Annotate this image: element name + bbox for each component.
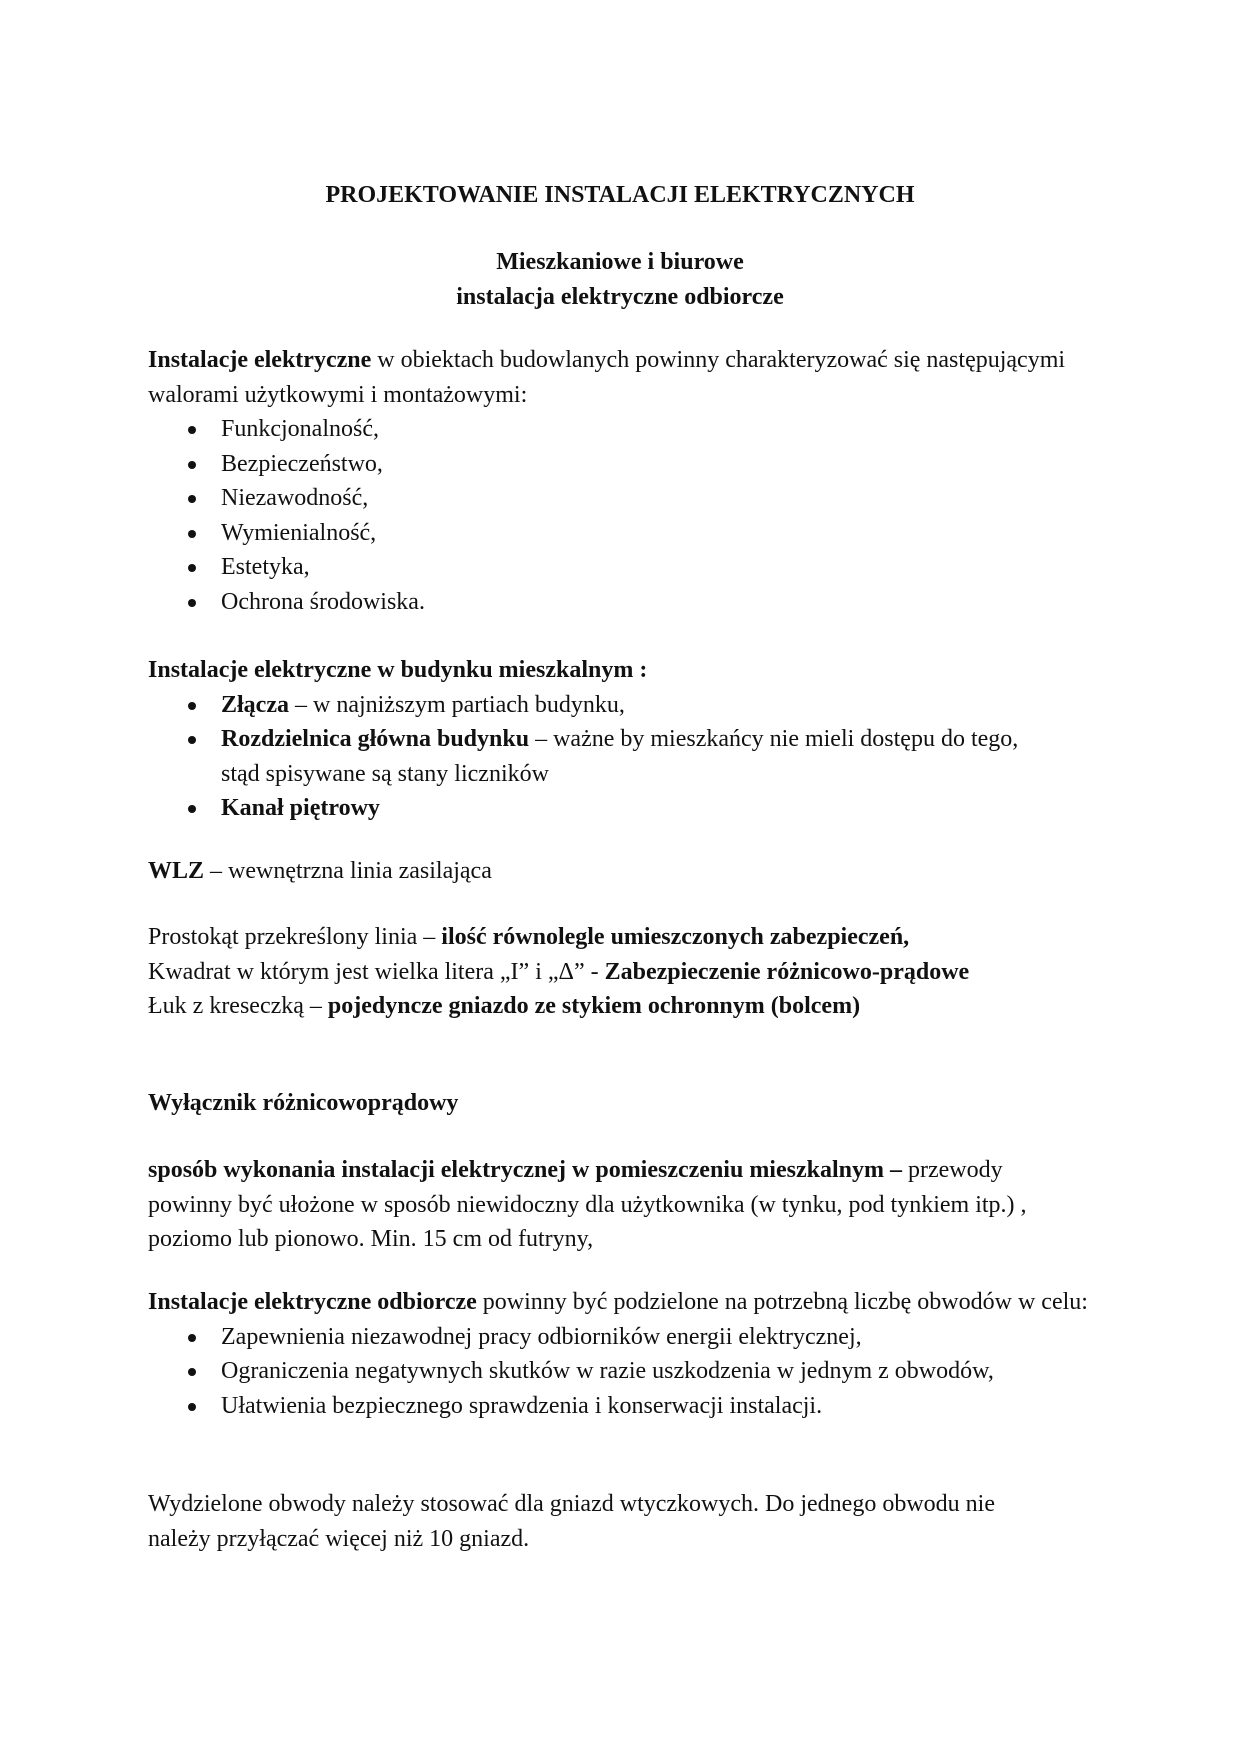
bullet-icon (188, 495, 196, 503)
closing-paragraph: Wydzielone obwody należy stosować dla gniazd wtyczkowych. Do jednego obwodu nie należy przyłączać więcej niż 10 gniazd. (148, 1491, 995, 1552)
bullet-icon (188, 1368, 196, 1376)
bullet-icon (188, 805, 196, 813)
symbols-paragraph: Prostokąt przekreślony linia – ilość równolegle umieszczonych zabezpieczeń, Kwadrat w którym jest wielka litera „I” i „Δ” - Zabezpieczenie różnicowo-prądowe Łuk z kreseczką – pojedyncze gniazdo ze stykiem ochronnym (bolcem) (148, 924, 970, 1019)
bullet-icon (188, 426, 196, 434)
subtitle: Mieszkaniowe i biurowe instalacja elektryczne odbiorcze (456, 249, 784, 310)
bullet-icon (188, 1334, 196, 1342)
list-item: Funkcjonalność, (148, 412, 1088, 447)
bullet-icon (188, 702, 196, 710)
bullet-icon (188, 530, 196, 538)
list-item: Ograniczenia negatywnych skutków w razie uszkodzenia w jednym z obwodów, (148, 1354, 1093, 1389)
rcd-heading: Wyłącznik różnicowoprądowy (148, 1090, 459, 1116)
bullet-icon (188, 1403, 196, 1411)
method-paragraph: sposób wykonania instalacji elektrycznej w pomieszczeniu mieszkalnym – przewody powinny być ułożone w sposób niewidoczny dla użytkownika (w tynku, pod tynkiem itp.) , poziomo lub pionowo. Min. 15 cm od futryny, (148, 1157, 1027, 1252)
list-item: Rozdzielnica główna budynku – ważne by mieszkańcy nie mieli dostępu do tego, stąd spisywane są stany liczników (148, 722, 1088, 791)
list-item: Bezpieczeństwo, (148, 447, 1088, 482)
document-title: PROJEKTOWANIE INSTALACJI ELEKTRYCZNYCH (325, 182, 915, 208)
building-section: Instalacje elektryczne w budynku mieszkalnym : Złącza – w najniższym partiach budynku, Rozdzielnica główna budynku – ważne by mieszkańcy nie mieli dostępu do tego, stąd spisywane są stany liczników Kanał piętrowy (148, 653, 1088, 826)
intro-paragraph: Instalacje elektryczne w obiektach budowlanych powinny charakteryzować się następującymi walorami użytkowymi i montażowymi: Funkcjonalność, Bezpieczeństwo, Niezawodność, Wymienialność, Estetyka, Ochrona środowiska. (148, 343, 1088, 619)
list-item: Zapewnienia niezawodnej pracy odbiorników energii elektrycznej, (148, 1320, 1093, 1355)
list-item: Estetyka, (148, 550, 1088, 585)
list-item: Niezawodność, (148, 481, 1088, 516)
list-item: Ułatwienia bezpiecznego sprawdzenia i konserwacji instalacji. (148, 1389, 1093, 1424)
values-list (148, 412, 1088, 619)
bullet-icon (188, 736, 196, 744)
wlz-line: WLZ – wewnętrzna linia zasilająca (148, 858, 492, 884)
list-item: Wymienialność, (148, 516, 1088, 551)
bullet-icon (188, 599, 196, 607)
list-item: Złącza – w najniższym partiach budynku, (148, 688, 1088, 723)
list-item: Ochrona środowiska. (148, 585, 1088, 620)
circuits-section: Instalacje elektryczne odbiorcze powinny być podzielone na potrzebną liczbę obwodów w celu: Zapewnienia niezawodnej pracy odbiorników energii elektrycznej, Ograniczenia negatywnych skutków w razie uszkodzenia w jednym z obwodów, Ułatwienia bezpiecznego sprawdzenia i konserwacji instalacji. (148, 1285, 1093, 1423)
bullet-icon (188, 564, 196, 572)
list-item: Kanał piętrowy (148, 791, 1088, 826)
bullet-icon (188, 461, 196, 469)
